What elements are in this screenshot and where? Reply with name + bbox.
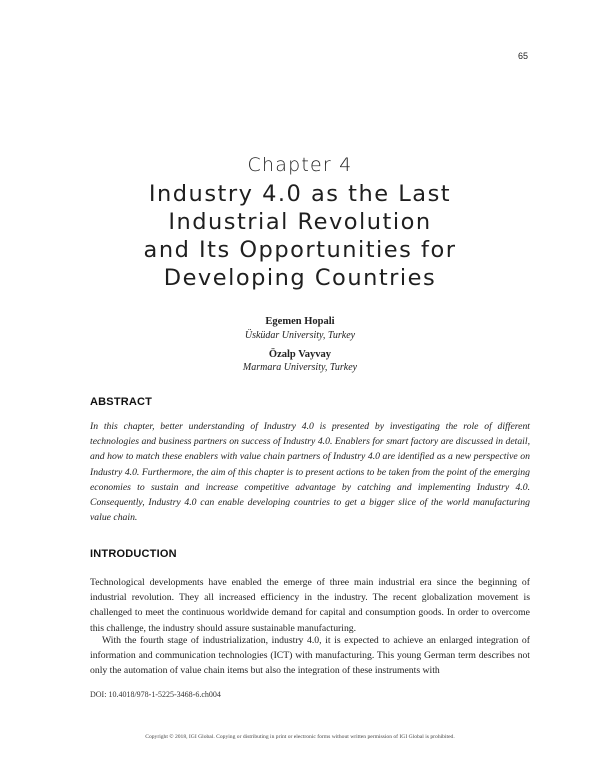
author-affiliation: Marmara University, Turkey	[242, 362, 358, 373]
title-line: and Its Opportunities for	[143, 237, 457, 263]
body-paragraph: Technological developments have enabled the emerge of three main industrial era since the beginning of industrial revolution. They all increased efficiency in the industry. The recent globalization movement is challenged to meet the continuous worldwide demand for capital and consumption goods. In order to overcome this challenge, the industry should assure sustainable manufacturing.	[90, 577, 530, 634]
abstract-heading: ABSTRACT	[90, 396, 153, 408]
chapter-label: Chapter 4	[247, 154, 353, 176]
copyright-notice: Copyright © 2018, IGI Global. Copying or distributing in print or electronic forms without written permission of IGI Global is prohibited.	[145, 734, 455, 740]
author-name: Egemen Hopali	[265, 316, 335, 327]
doi-footnote: DOI: 10.4018/978-1-5225-3468-6.ch004	[90, 690, 221, 699]
author-name: Özalp Vayvay	[268, 349, 332, 360]
title-line: Industrial Revolution	[168, 209, 432, 235]
introduction-heading: INTRODUCTION	[90, 548, 177, 560]
body-paragraph: With the fourth stage of industrialization, industry 4.0, it is expected to achieve an enlarged integration of information and communication technologies (ICT) with manufacturing. This young German term describes not only the automation of value chain items but also the integration of these instruments with	[90, 635, 530, 677]
title-line: Industry 4.0 as the Last	[148, 181, 452, 207]
abstract-text: In this chapter, better understanding of Industry 4.0 is presented by investigating the role of different technologies and business partners on success of Industry 4.0. Enablers for smart factory are discussed in detail, and how to match these enablers with value chain partners of Industry 4.0 are identified as a new perspective on Industry 4.0. Furthermore, the aim of this chapter is to present actions to be taken from the point of the emerging economies to sustain and increase competitive advantage by catching and implementing Industry 4.0. Consequently, Industry 4.0 can enable developing countries to get a bigger slice of the world manufacturing value chain.	[90, 421, 530, 524]
author-affiliation: Üsküdar University, Turkey	[244, 330, 356, 341]
page-number: 65	[517, 51, 528, 61]
chapter-title	[60, 180, 540, 292]
title-line: Developing Countries	[163, 265, 437, 291]
